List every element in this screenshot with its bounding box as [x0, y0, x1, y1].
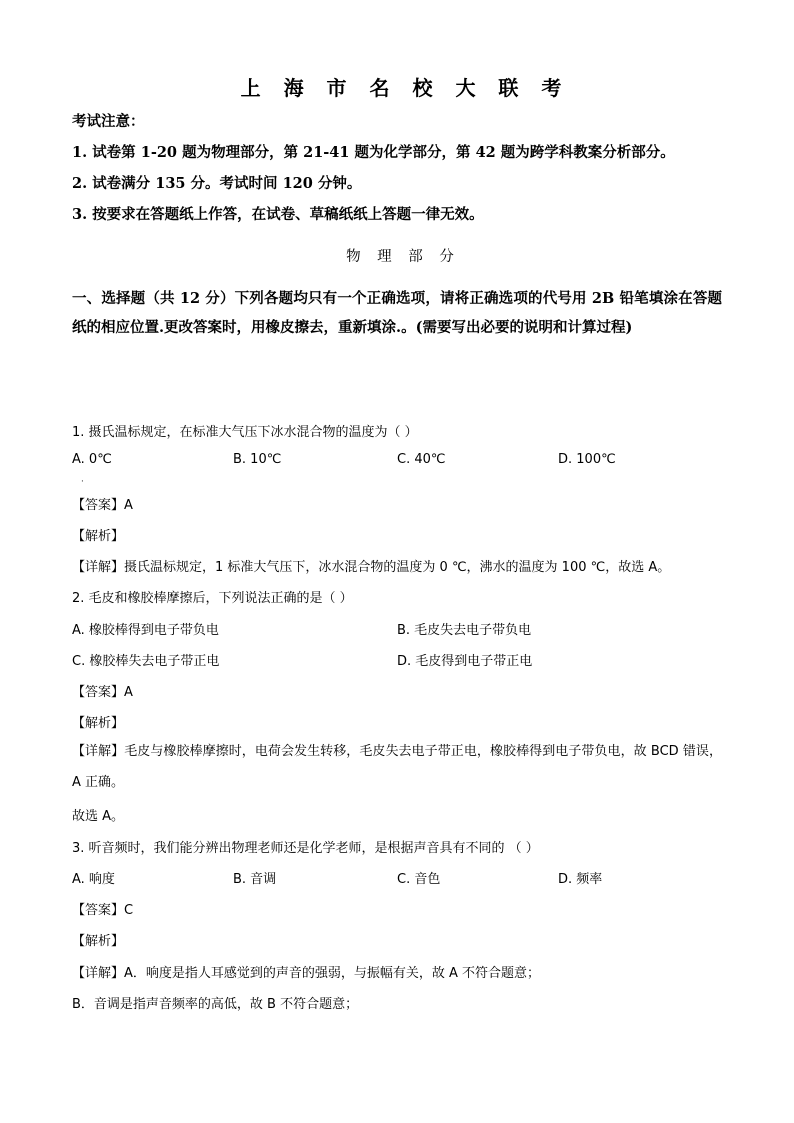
conclusion-text: 故选 A。 [72, 809, 125, 824]
option-b: B. 毛皮失去电子带负电 [397, 623, 532, 638]
option-a: A. 响度 [72, 872, 115, 887]
option-d: D. 100℃ [558, 452, 616, 467]
detail-text: 【详解】毛皮与橡胶棒摩擦时，电荷会发生转移，毛皮失去电子带正电，橡胶棒得到电子带负电，故 BCD 错误，A 正确。 [72, 744, 722, 790]
answer-label: 【答案】C [72, 903, 134, 918]
question-stem: 3. 听音频时，我们能分辨出物理老师还是化学老师，是根据声音具有不同的 （ ） [72, 841, 539, 856]
analysis-label: 【解析】 [72, 716, 125, 731]
detail-text: 【详解】摄氏温标规定，1 标准大气压下，冰水混合物的温度为 0 ℃，沸水的温度为 100 ℃，故选 A。 [72, 560, 671, 575]
detail-text: B．音调是指声音频率的高低，故 B 不符合题意； [72, 997, 359, 1012]
stray-dot: · [81, 477, 84, 487]
option-c: C. 橡胶棒失去电子带正电 [72, 654, 220, 669]
answer-label: 【答案】A [72, 498, 133, 513]
notes-heading: 考试注意： [72, 113, 145, 130]
option-d: D. 毛皮得到电子带正电 [397, 654, 533, 669]
option-a: A. 橡胶棒得到电子带负电 [72, 623, 219, 638]
question-stem: 2. 毛皮和橡胶棒摩擦后，下列说法正确的是（ ） [72, 591, 353, 606]
note-item: 2. 试卷满分 135 分。考试时间 120 分钟。 [72, 175, 362, 192]
option-c: C. 40℃ [397, 452, 446, 467]
part-one-instructions: 一、选择题（共 12 分）下列各题均只有一个正确选项，请将正确选项的代号用 2B 铅笔填涂在答题纸的相应位置.更改答案时，用橡皮擦去，重新填涂.。(需要写出必要的说明和计算过程) [72, 290, 722, 336]
exam-title: 上 海 市 名 校 大 联 考 [240, 76, 570, 100]
option-b: B. 音调 [233, 872, 277, 887]
analysis-label: 【解析】 [72, 934, 125, 949]
option-b: B. 10℃ [233, 452, 282, 467]
option-a: A. 0℃ [72, 452, 112, 467]
question-stem: 1. 摄氏温标规定，在标准大气压下冰水混合物的温度为（ ） [72, 425, 418, 440]
answer-label: 【答案】A [72, 685, 133, 700]
option-d: D. 频率 [558, 872, 603, 887]
note-item: 1. 试卷第 1-20 题为物理部分，第 21-41 题为化学部分，第 42 题为跨学科教案分析部分。 [72, 144, 675, 161]
detail-text: 【详解】A．响度是指人耳感觉到的声音的强弱，与振幅有关，故 A 不符合题意； [72, 966, 541, 981]
analysis-label: 【解析】 [72, 529, 125, 544]
note-item: 3. 按要求在答题纸上作答，在试卷、草稿纸纸上答题一律无效。 [72, 206, 484, 223]
option-c: C. 音色 [397, 872, 441, 887]
section-title: 物 理 部 分 [346, 249, 460, 265]
